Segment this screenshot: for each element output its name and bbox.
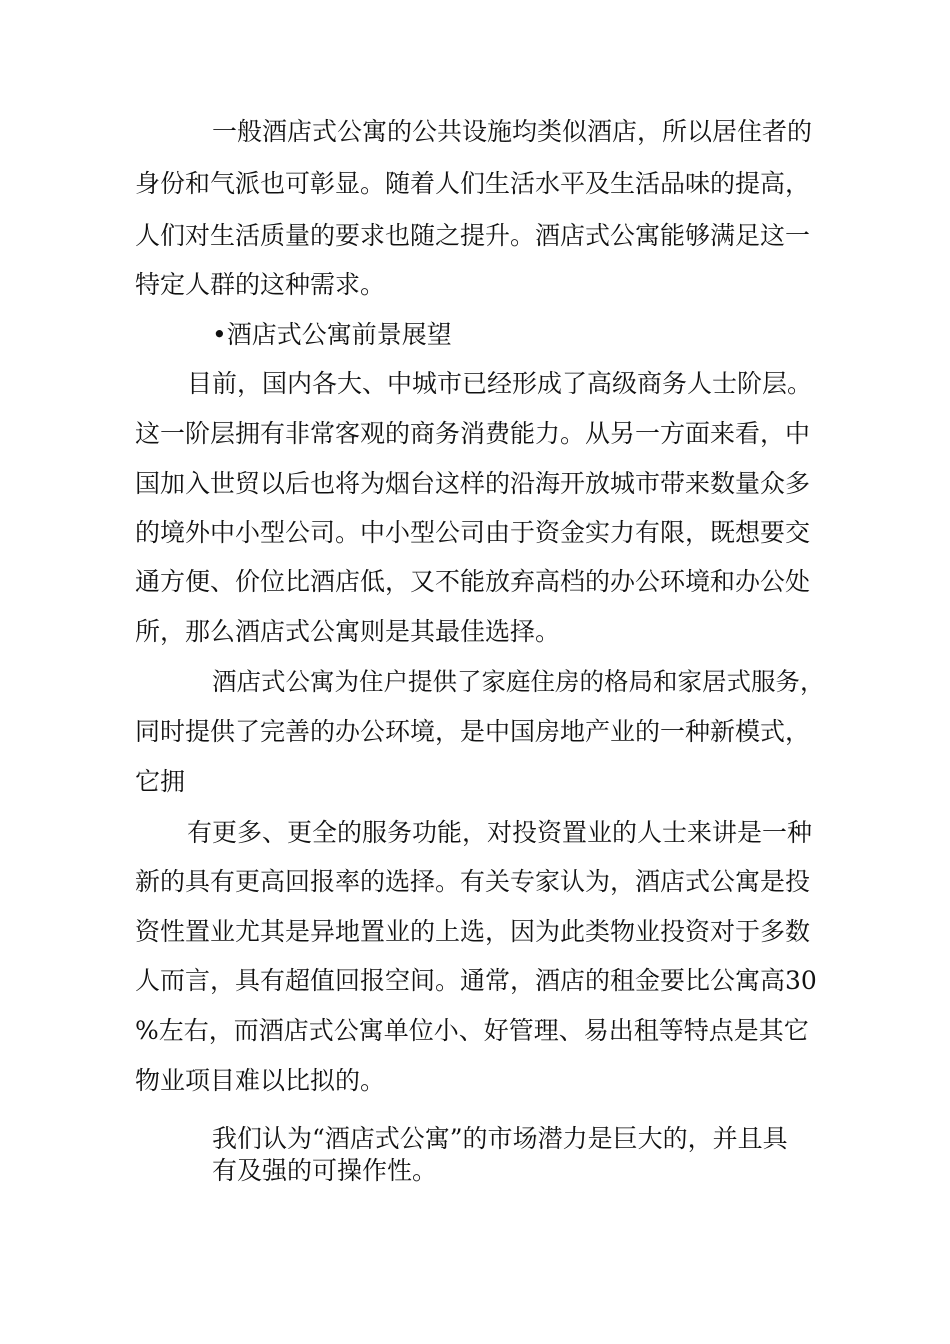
text-line: 新的具有更高回报率的选择。有关专家认为，酒店式公寓是投 (135, 867, 811, 896)
text-line: 有更多、更全的服务功能，对投资置业的人士来讲是一种 (187, 818, 813, 847)
text-line: 我们认为“酒店式公寓”的市场潜力是巨大的，并且具 (212, 1124, 788, 1153)
text-line: 身份和气派也可彰显。随着人们生活水平及生活品味的提高， (135, 169, 811, 198)
text-line: 通方便、价位比酒店低，又不能放弃高档的办公环境和办公处 (135, 567, 811, 596)
text-line: 国加入世贸以后也将为烟台这样的沿海开放城市带来数量众多 (135, 469, 811, 498)
text-line: 同时提供了完善的办公环境，是中国房地产业的一种新模式， (135, 717, 811, 746)
text-line: 酒店式公寓为住户提供了家庭住房的格局和家居式服务， (212, 667, 825, 696)
text-line: 人而言，具有超值回报空间。通常，酒店的租金要比公寓高30 (135, 966, 817, 995)
text-line: %左右，而酒店式公寓单位小、好管理、易出租等特点是其它 (135, 1016, 809, 1045)
text-line: 一般酒店式公寓的公共设施均类似酒店，所以居住者的 (212, 117, 813, 146)
section-heading: •酒店式公寓前景展望 (212, 320, 452, 349)
text-line: 物业项目难以比拟的。 (135, 1066, 386, 1095)
text-line: 有及强的可操作性。 (212, 1156, 438, 1185)
text-line: 特定人群的这种需求。 (135, 270, 386, 299)
text-line: 人们对生活质量的要求也随之提升。酒店式公寓能够满足这一 (135, 221, 811, 250)
text-line: 它拥 (135, 767, 186, 796)
text-line: 目前，国内各大、中城市已经形成了高级商务人士阶层。 (187, 369, 813, 398)
text-line: 所，那么酒店式公寓则是其最佳选择。 (135, 617, 561, 646)
text-line: 的境外中小型公司。中小型公司由于资金实力有限，既想要交 (135, 518, 811, 547)
text-line: 这一阶层拥有非常客观的商务消费能力。从另一方面来看，中 (135, 419, 811, 448)
text-line: 资性置业尤其是异地置业的上选，因为此类物业投资对于多数 (135, 917, 811, 946)
